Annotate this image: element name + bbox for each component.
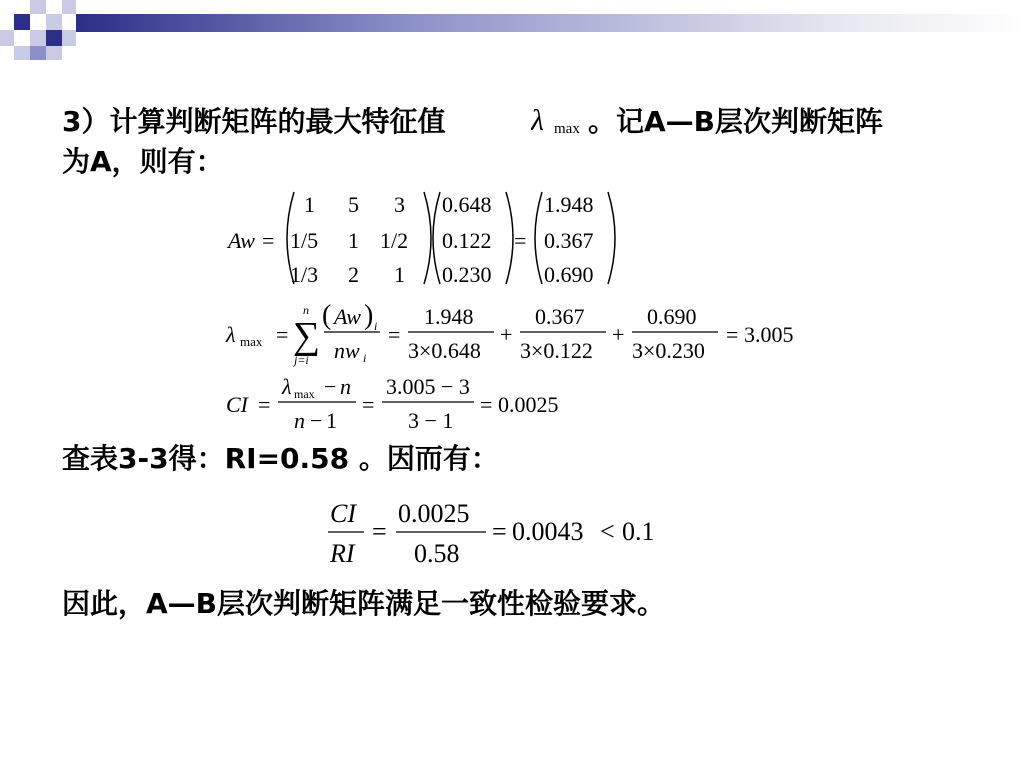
result-right-paren (608, 192, 615, 284)
paren-left: ( (322, 300, 332, 331)
matrix-equation (224, 186, 624, 296)
matrix-a-cell: 3 (394, 192, 405, 217)
equals-sign: = (388, 322, 401, 347)
equals-sign: = (372, 517, 387, 546)
minus-sign: − (324, 374, 337, 399)
fraction-numerator: 0.0025 (398, 499, 470, 528)
equals-sign: = (492, 517, 507, 546)
matrix-a-cell: 1/3 (290, 262, 319, 287)
minus-sign: − (310, 408, 323, 433)
matrix-a-cell: 2 (348, 262, 359, 287)
ci-equation (224, 372, 584, 442)
nw-label: nw (334, 338, 360, 363)
max-subscript: max (240, 334, 263, 349)
fraction-numerator: 0.690 (647, 304, 697, 329)
fraction-denominator: 3×0.122 (520, 338, 593, 363)
n-variable: n (294, 408, 305, 433)
result-cell: 0.367 (544, 228, 594, 253)
matrix-a-right-paren (424, 192, 431, 284)
deco-square (62, 30, 76, 46)
heading-line2: 为A，则有： (62, 145, 224, 178)
one-digit: 1 (326, 408, 337, 433)
fraction-denominator: 0.58 (414, 539, 460, 568)
conclusion-text: 因此，A—B层次判断矩阵满足一致性检验要求。 (62, 587, 666, 620)
matrix-a-cell: 1/5 (290, 228, 319, 253)
result-cell: 0.690 (544, 262, 594, 287)
ci-label: CI (226, 392, 248, 417)
deco-square (30, 30, 46, 46)
subscript-i: i (363, 351, 367, 365)
deco-square (0, 30, 14, 46)
vector-w-cell: 0.230 (442, 262, 492, 287)
aw-label: Aw (228, 228, 255, 253)
ri-label: RI (330, 539, 355, 568)
less-than-sign: < (600, 517, 615, 546)
vector-w-left-paren (433, 192, 440, 284)
header-gradient-bar (76, 14, 1024, 32)
max-subscript: max (554, 121, 580, 137)
vector-w-cell: 0.122 (442, 228, 492, 253)
max-subscript: max (294, 387, 315, 401)
lambda-glyph: λ (282, 374, 292, 399)
heading-line1-before: 3）计算判断矩阵的最大特征值 (62, 105, 446, 138)
deco-square (30, 0, 46, 14)
equals-sign: = (480, 392, 493, 417)
equals-sign: = (514, 228, 527, 253)
deco-square (14, 46, 30, 60)
sum-lower: j=i (294, 353, 309, 367)
cr-result: 0.0043 (512, 517, 584, 546)
matrix-a-cell: 1 (394, 262, 405, 287)
fraction-numerator: 0.367 (535, 304, 585, 329)
sigma-glyph: ∑ (293, 315, 321, 357)
matrix-a-cell: 1 (304, 192, 315, 217)
plus-sign: + (612, 322, 625, 347)
equals-sign: = (276, 322, 289, 347)
matrix-a-cell: 1/2 (380, 228, 409, 253)
vector-w-right-paren (506, 192, 513, 284)
heading-line1-after: 。记A—B层次判断矩阵 (588, 105, 884, 138)
deco-square (46, 14, 62, 30)
fraction-denominator: 3×0.230 (632, 338, 705, 363)
vector-w-cell: 0.648 (442, 192, 492, 217)
n-variable: n (340, 374, 351, 399)
deco-square (46, 30, 62, 46)
aw-label: Aw (334, 304, 361, 329)
result-cell: 1.948 (544, 192, 594, 217)
fraction-numerator: 3.005 − 3 (386, 374, 470, 399)
equals-sign: = (726, 322, 739, 347)
subscript-i: i (374, 319, 378, 333)
deco-square (14, 14, 30, 30)
table-lookup-line: 查表3-3得：RI=0.58 。因而有： (62, 442, 499, 475)
lambda-result: 3.005 (744, 322, 794, 347)
cr-equation (328, 494, 688, 574)
fraction-denominator: 3 − 1 (408, 408, 454, 433)
matrix-a-cell: 1 (348, 228, 359, 253)
lambda-glyph: λ (226, 322, 236, 347)
fraction-denominator: 3×0.648 (408, 338, 481, 363)
ci-label: CI (330, 499, 356, 528)
lambda-glyph: λ (531, 104, 544, 137)
sum-upper: n (303, 303, 309, 317)
equals-sign: = (258, 392, 271, 417)
deco-square (30, 46, 46, 60)
ci-result: 0.0025 (498, 392, 559, 417)
header-decoration (0, 0, 1024, 64)
paren-right: ) (364, 300, 374, 331)
cr-threshold: 0.1 (622, 517, 655, 546)
deco-square (62, 0, 76, 14)
fraction-numerator: 1.948 (424, 304, 474, 329)
matrix-a-cell: 5 (348, 192, 359, 217)
equals-sign: = (362, 392, 375, 417)
lambda-max-symbol (531, 100, 591, 140)
result-left-paren (535, 192, 542, 284)
equals-sign: = (262, 228, 275, 253)
deco-square (46, 46, 62, 60)
plus-sign: + (500, 322, 513, 347)
lambda-max-equation (224, 298, 814, 378)
